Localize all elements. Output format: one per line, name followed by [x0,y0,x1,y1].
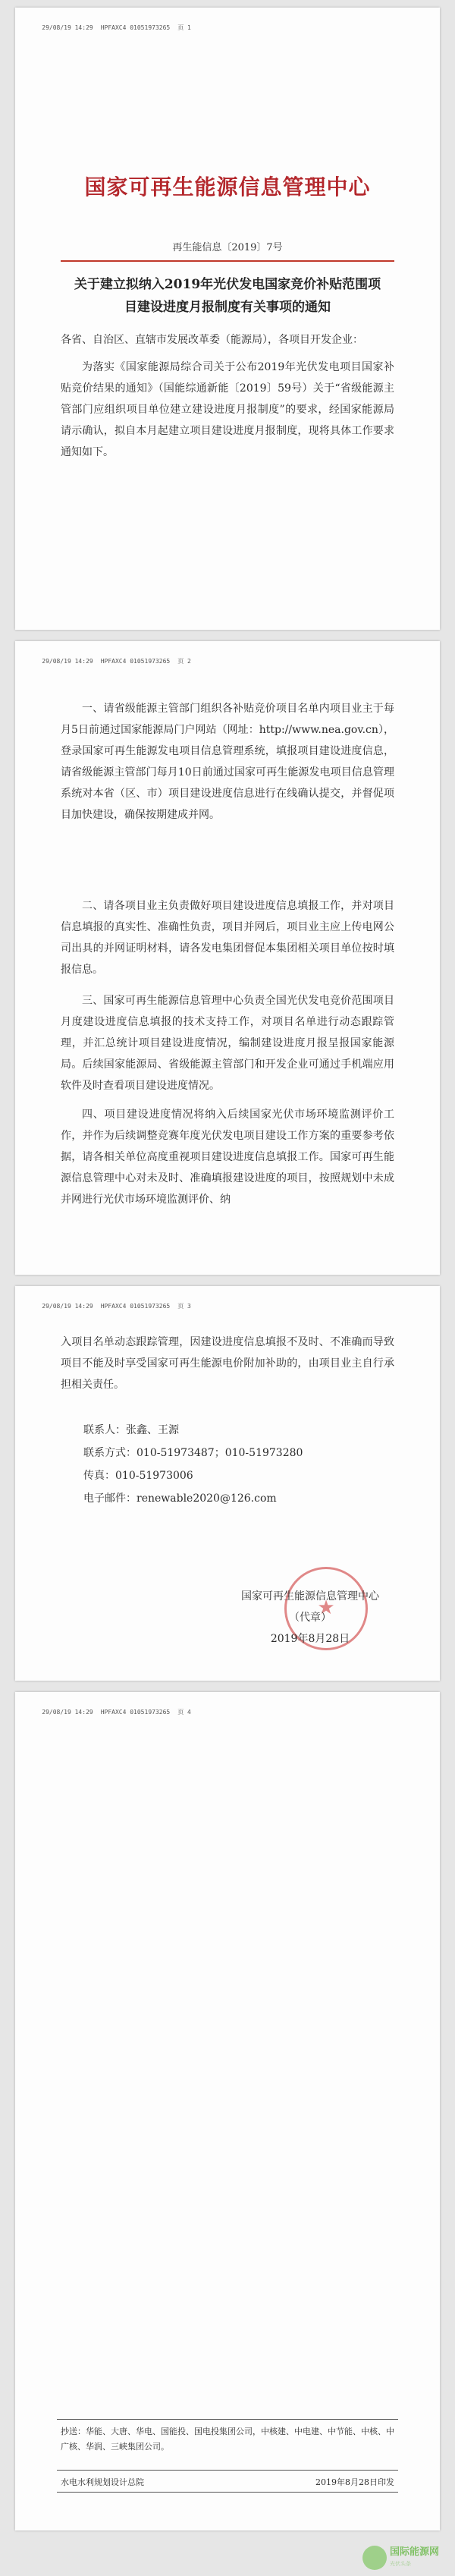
contact-phone: 联系方式：010-51973487；010-51973280 [83,1447,303,1459]
leaf-logo-icon [362,2546,387,2570]
watermark-brand: 国际能源网 [390,2546,440,2558]
contact-person: 联系人：张鑫、王源 [83,1424,179,1436]
site-watermark [362,2546,450,2571]
item-4-paragraph: 四、项目建设进度情况将纳入后续国家光伏市场环境监测评价工作，并作为后续调整竞赛年度光伏发电项目建设工作方案的重要参考依据，请各相关单位高度重视项目建设进度信息填报工作。国家可再生能源信息管理中心对未及时、准确填报建设进度的项目，按照规划中未成并网进行光伏市场环境监测评价、纳 [61,1109,394,1206]
contact-block [83,1419,303,1510]
signature-seal-note: （代章） [289,1612,331,1624]
signature-org: 国家可再生能源信息管理中心 [241,1590,379,1603]
item-3-paragraph: 三、国家可再生能源信息管理中心负责全国光伏发电竞价范围项目月度建设进度信息填报的技术支持工作，对项目名单进行动态跟踪管理，并汇总统计项目建设进度情况，编制建设进度月报呈报国家能源局。后续国家能源局、省级能源主管部门和开发企业可通过手机端应用软件及时查看项目建设进度情况。 [61,995,394,1092]
notice-title: 关于建立拟纳入2019年光伏发电国家竞价补贴范围项目建设进度月报制度有关事项的通知 [74,277,381,315]
item-2-paragraph: 二、请各项目业主负责做好项目建设进度信息填报工作，并对项目信息填报的真实性、准确性负责，项目并网后，项目业主应上传电网公司出具的并网证明材料，请各发电集团督促本集团相关项目单位按时填报信息。 [61,900,394,976]
fax-page-2 [15,641,440,1275]
print-date: 2019年8月28日印发 [315,2477,394,2487]
seal-star-icon: ★ [317,1596,335,1619]
cc-divider-top [57,2419,398,2420]
fax-machine: HPFAXC4 01051973265 [100,1709,171,1716]
fax-page-1 [15,8,440,630]
issuer: 水电水利规划设计总院 [61,2477,144,2487]
cc-divider-bottom [57,2492,398,2493]
fax-datetime: 29/08/19 14:29 [42,1303,93,1310]
fax-page-number: 页 2 [177,658,191,665]
fax-header [27,650,199,672]
intro-paragraph: 为落实《国家能源局综合司关于公布2019年光伏发电项目国家补贴竞价结果的通知》（国能综通新能〔2019〕59号）关于“省级能源主管部门应组织项目单位建立建设进度月报制度”的要求，经国家能源局请示确认，拟自本月起建立项目建设进度月报制度，现将具体工作要求通知如下。 [61,361,394,458]
fax-datetime: 29/08/19 14:29 [42,1709,93,1716]
fax-page-number: 页 3 [177,1303,191,1310]
fax-machine: HPFAXC4 01051973265 [100,24,171,31]
fax-machine: HPFAXC4 01051973265 [100,658,171,665]
fax-page-4 [15,1692,440,2530]
contact-email: 电子邮件：renewable2020@126.com [83,1492,277,1505]
fax-datetime: 29/08/19 14:29 [42,24,93,31]
fax-header [27,1295,199,1317]
item-4-continuation: 入项目名单动态跟踪管理，因建设进度信息填报不及时、不准确而导致项目不能及时享受国家可再生能源电价附加补助的，由项目业主自行承担相关责任。 [61,1336,394,1391]
letterhead-org-name: 国家可再生能源信息管理中心 [84,175,371,200]
document-number: 再生能信息〔2019〕7号 [172,242,283,253]
fax-machine: HPFAXC4 01051973265 [100,1303,171,1310]
signature-date: 2019年8月28日 [270,1633,350,1645]
fax-datetime: 29/08/19 14:29 [42,658,93,665]
fax-page-number: 页 1 [177,24,191,31]
fax-header [27,1701,199,1723]
cc-list: 抄送：华能、大唐、华电、国能投、国电投集团公司，中核建、中电建、中节能、中核、中广核、华润、三峡集团公司。 [61,2427,394,2452]
fax-page-3 [15,1286,440,1681]
contact-fax: 传真：010-51973006 [83,1470,193,1482]
addressee: 各省、自治区、直辖市发展改革委（能源局），各项目开发企业： [61,334,363,346]
item-1-paragraph: 一、请省级能源主管部门组织各补贴竞价项目名单内项目业主于每月5日前通过国家能源局门户网站（网址：http://www.nea.gov.cn），登录国家可再生能源发电项目信息管理系统，填报项目建设进度信息，请省级能源主管部门每月10日前通过国家可再生能源发电项目信息管理系统对本省（区、市）项目建设进度信息进行在线确认提交，并督促项目加快建设，确保按期建成并网。 [61,703,394,821]
cc-divider-middle [57,2470,398,2471]
watermark-site: 光伏头条 [390,2561,411,2567]
fax-header [27,17,199,39]
signature-block [241,1586,379,1650]
letterhead-divider [61,260,394,262]
fax-page-number: 页 4 [177,1709,191,1716]
